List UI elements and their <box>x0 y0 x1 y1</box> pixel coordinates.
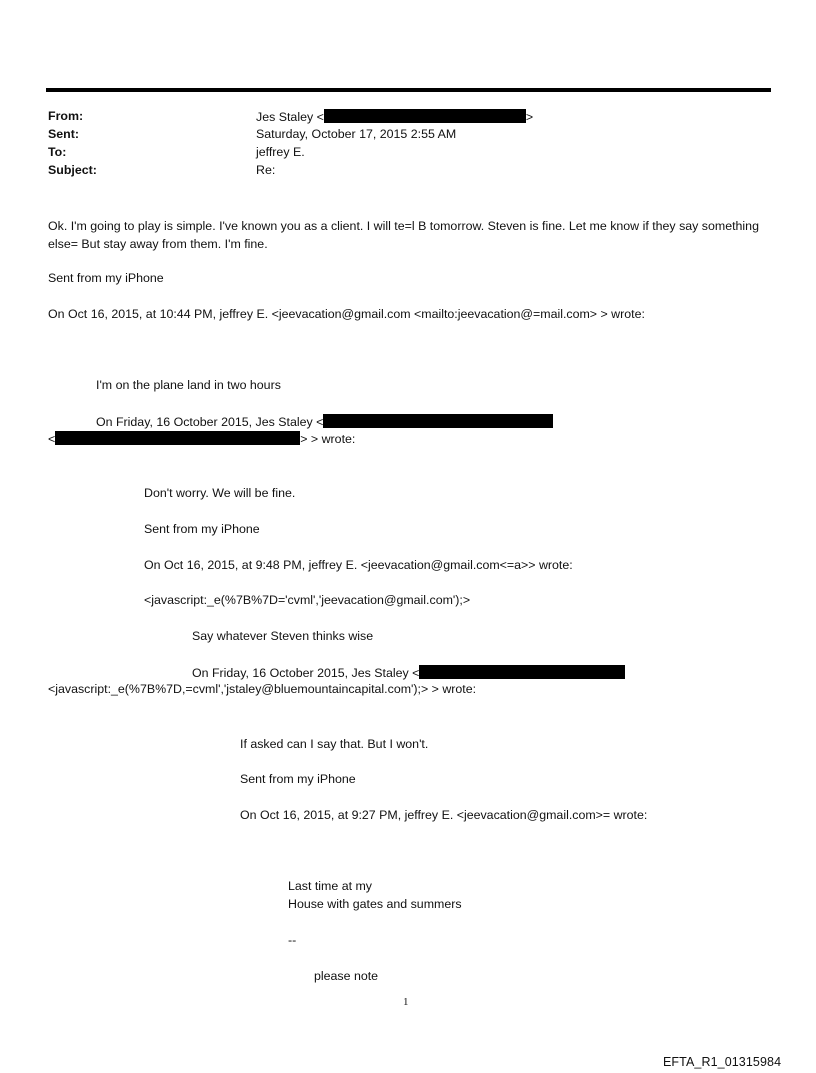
quoted-message: Last time at my <box>288 879 373 893</box>
redaction-bar <box>419 665 625 679</box>
signature-line: Sent from my iPhone <box>48 271 164 285</box>
signature-line: Sent from my iPhone <box>144 522 260 536</box>
quote-header: On Oct 16, 2015, at 9:27 PM, jeffrey E. <jeevacation@gmail.com>= wrote: <box>240 808 648 822</box>
quoted-message: please note <box>314 969 379 983</box>
redaction-bar <box>324 109 526 123</box>
to-value: jeffrey E. <box>256 145 305 159</box>
quote-header-text: < <box>48 432 56 446</box>
quote-header-continuation <box>48 431 355 446</box>
from-value <box>256 109 533 124</box>
from-label: From: <box>48 109 84 123</box>
bates-number: EFTA_R1_01315984 <box>663 1055 782 1069</box>
quote-header-text: On Friday, 16 October 2015, Jes Staley < <box>96 415 324 429</box>
subject-value: Re: <box>256 163 276 177</box>
javascript-link-text: <javascript:_e(%7B%7D,=cvml','jstaley@bluemountaincapital.com');> > wrote: <box>48 682 477 696</box>
quoted-message: Say whatever Steven thinks wise <box>192 629 374 643</box>
quote-header <box>192 665 625 680</box>
subject-label: Subject: <box>48 163 97 177</box>
sent-value: Saturday, October 17, 2015 2:55 AM <box>256 127 457 141</box>
from-suffix: > <box>525 110 534 124</box>
javascript-link-text: <javascript:_e(%7B%7D='cvml','jeevacation@gmail.com');> <box>144 593 471 607</box>
header-rule <box>46 88 771 92</box>
to-label: To: <box>48 145 67 159</box>
quoted-message: I'm on the plane land in two hours <box>96 378 281 392</box>
quote-header: On Oct 16, 2015, at 9:48 PM, jeffrey E. <jeevacation@gmail.com<=a>> wrote: <box>144 558 573 572</box>
signature-separator: -- <box>288 933 297 947</box>
sent-label: Sent: <box>48 127 79 141</box>
page-number: 1 <box>403 996 409 1008</box>
quoted-message: House with gates and summers <box>288 897 462 911</box>
quote-header-text: On Friday, 16 October 2015, Jes Staley < <box>192 666 420 680</box>
quoted-message: Don't worry. We will be fine. <box>144 486 296 500</box>
redaction-bar <box>323 414 553 428</box>
from-name: Jes Staley < <box>256 110 324 124</box>
signature-line: Sent from my iPhone <box>240 772 356 786</box>
quote-header: On Oct 16, 2015, at 10:44 PM, jeffrey E. <jeevacation@gmail.com <mailto:jeevacation@=mail.com> > wrote: <box>48 307 645 321</box>
quote-header <box>96 414 553 429</box>
redaction-bar <box>55 431 300 445</box>
message-body-paragraph: Ok. I'm going to play is simple. I've known you as a client. I will te=l B tomorrow. Steven is fine. Let me know if they say something else= But stay away from them. I'm fine. <box>48 219 759 251</box>
quoted-message: If asked can I say that. But I won't. <box>240 737 429 751</box>
quote-header-text: > > wrote: <box>300 432 356 446</box>
